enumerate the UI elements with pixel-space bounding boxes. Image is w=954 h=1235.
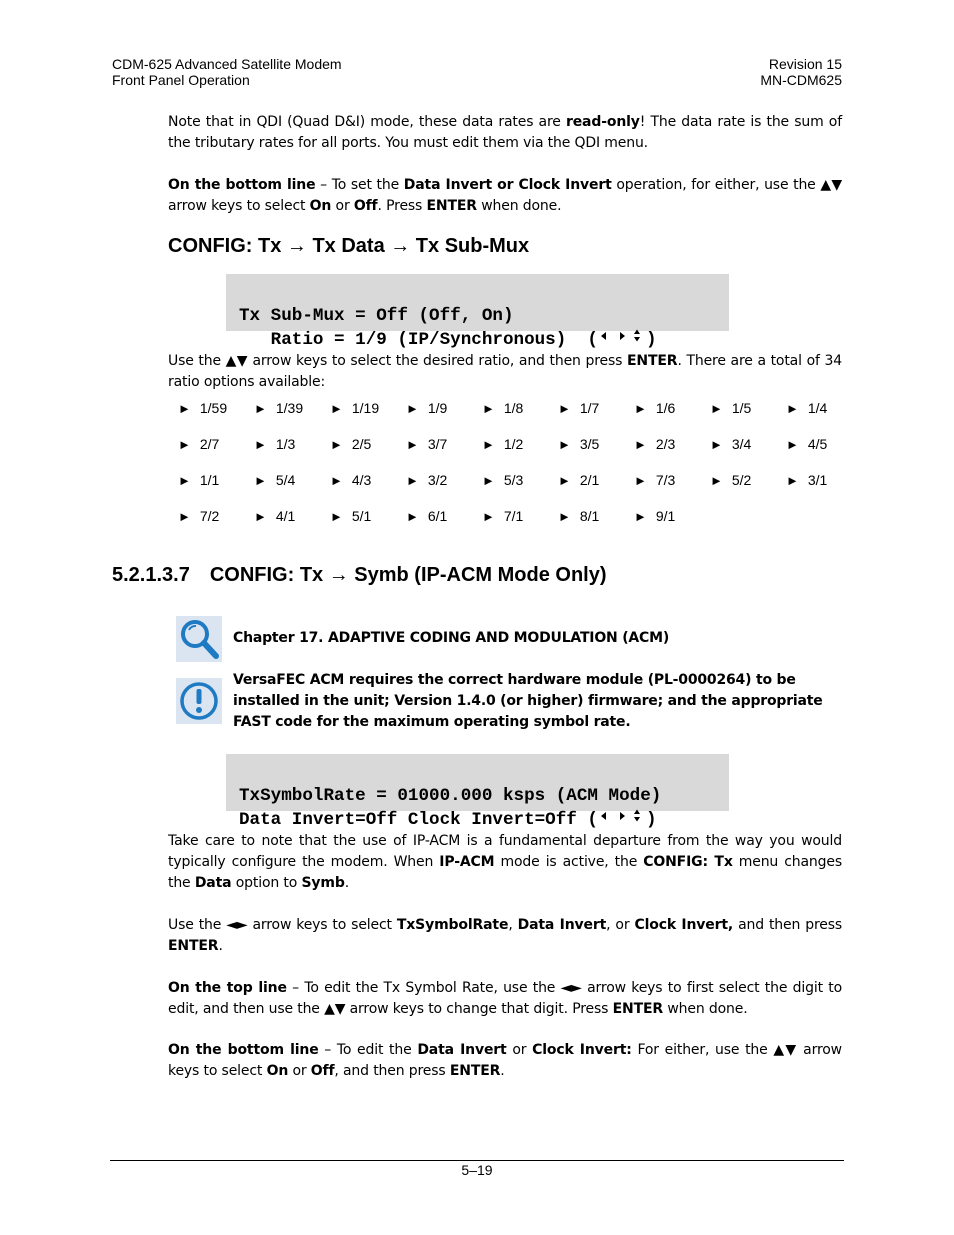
bullet-triangle-icon: ► [254, 473, 267, 488]
bullet-triangle-icon: ► [634, 437, 647, 452]
ratio-value: 1/9 [427, 400, 448, 416]
ratio-option [254, 436, 295, 452]
header-doc-number: MN-CDM625 [760, 72, 842, 88]
exclamation-circle-icon [176, 678, 222, 724]
ratio-value: 1/39 [275, 400, 304, 416]
ratio-option [482, 436, 523, 452]
paragraph-qdi: Note that in QDI (Quad D&I) mode, these data rates are read-only! The data rate is the sum of the tributary rates for all ports. You must edit them via the QDI menu. [168, 114, 842, 151]
page-number: 5–19 [461, 1162, 493, 1178]
paragraph-bottom-line-edit: On the bottom line – To edit the Data Invert or Clock Invert: For either, use the ▲▼ arrow keys to select On or Off, and then press ENTER. [168, 1042, 842, 1079]
ratio-option [786, 400, 827, 416]
ratio-option [406, 400, 447, 416]
ratio-value: 1/5 [731, 400, 752, 416]
paragraph-bottom-line-invert: On the bottom line – To set the Data Invert or Clock Invert operation, for either, use the ▲▼ arrow keys to select On or Off. Press ENTER when done. [168, 177, 842, 214]
section-number: 5.2.1.3.7 [112, 564, 190, 586]
ratio-option [178, 472, 219, 488]
ratio-value: 3/7 [427, 436, 448, 452]
ratio-option [406, 508, 447, 524]
bullet-triangle-icon: ► [558, 509, 571, 524]
ratio-value: 2/7 [199, 436, 220, 452]
ratio-value: 8/1 [579, 508, 600, 524]
ratio-option [710, 436, 751, 452]
header-doc-title: CDM-625 Advanced Satellite Modem [112, 56, 342, 72]
ratio-value: 5/4 [275, 472, 296, 488]
lcd-display-sub-mux [226, 274, 729, 350]
arrow-keys-icon [598, 808, 646, 826]
ratio-option [482, 508, 523, 524]
ratio-value: 6/1 [427, 508, 448, 524]
ratio-value: 1/7 [579, 400, 600, 416]
ratio-value: 1/19 [351, 400, 380, 416]
ratio-value: 3/1 [807, 472, 828, 488]
ratio-value: 5/1 [351, 508, 372, 524]
lcd-line-1: TxSymbolRate = 01000.000 ksps (ACM Mode) [239, 786, 662, 806]
ratio-option [406, 472, 447, 488]
ratio-value: 3/5 [579, 436, 600, 452]
lcd-line-2: Ratio = 1/9 (IP/Synchronous) ( ) [239, 330, 657, 350]
header-right [760, 56, 842, 88]
bullet-triangle-icon: ► [482, 509, 495, 524]
footer-rule [110, 1160, 844, 1161]
header-revision: Revision 15 [768, 56, 842, 72]
lcd-display-symbol-rate [226, 754, 729, 830]
bullet-triangle-icon: ► [406, 509, 419, 524]
ratio-value: 2/5 [351, 436, 372, 452]
lcd-line-1: Tx Sub-Mux = Off (Off, On) [239, 306, 514, 326]
ratio-value: 4/1 [275, 508, 296, 524]
ratio-option [710, 472, 751, 488]
bullet-triangle-icon: ► [634, 509, 647, 524]
bullet-triangle-icon: ► [634, 473, 647, 488]
reference-note-text: Chapter 17. ADAPTIVE CODING AND MODULATION (ACM) [233, 630, 670, 646]
ratio-option [558, 472, 599, 488]
ratio-option [558, 400, 599, 416]
ratio-option [330, 508, 371, 524]
ratio-option [330, 436, 371, 452]
bullet-triangle-icon: ► [786, 473, 799, 488]
section-heading [112, 564, 607, 587]
bullet-triangle-icon: ► [558, 437, 571, 452]
ratio-option [786, 436, 827, 452]
bullet-triangle-icon: ► [786, 401, 799, 416]
bullet-triangle-icon: ► [178, 473, 191, 488]
ratio-value: 3/4 [731, 436, 752, 452]
ratio-value: 5/3 [503, 472, 524, 488]
bullet-triangle-icon: ► [482, 437, 495, 452]
ratio-value: 1/59 [199, 400, 228, 416]
ratio-option [786, 472, 827, 488]
ratio-value: 4/3 [351, 472, 372, 488]
ratio-option [254, 472, 295, 488]
ratio-option [558, 436, 599, 452]
bullet-triangle-icon: ► [178, 437, 191, 452]
ratio-option [254, 508, 295, 524]
ratio-value: 1/3 [275, 436, 296, 452]
lcd-line-2: Data Invert=Off Clock Invert=Off ( ) [239, 810, 657, 830]
bullet-triangle-icon: ► [254, 437, 267, 452]
bullet-triangle-icon: ► [558, 473, 571, 488]
ratio-option [178, 508, 219, 524]
bullet-triangle-icon: ► [786, 437, 799, 452]
ratio-value: 1/6 [655, 400, 676, 416]
bullet-triangle-icon: ► [406, 473, 419, 488]
ratio-option [558, 508, 599, 524]
warning-note-text: VersaFEC ACM requires the correct hardware module (PL-0000264) to be installed in the unit; Version 1.4.0 (or higher) firmware; and the appropriate FAST code for the maximum operating symbol rate. [233, 672, 823, 730]
heading-tx-sub-mux: CONFIG: Tx → Tx Data → Tx Sub-Mux [168, 235, 530, 257]
bullet-triangle-icon: ► [254, 401, 267, 416]
ratio-option [634, 436, 675, 452]
bullet-triangle-icon: ► [710, 401, 723, 416]
ratio-option [482, 472, 523, 488]
magnifier-icon [176, 616, 222, 662]
warning-icon-box [176, 678, 222, 724]
ratio-value: 7/2 [199, 508, 220, 524]
reference-icon-box [176, 616, 222, 662]
ratio-value: 1/2 [503, 436, 524, 452]
ratio-value: 3/2 [427, 472, 448, 488]
ratio-value: 4/5 [807, 436, 828, 452]
bullet-triangle-icon: ► [406, 401, 419, 416]
header-left [112, 56, 342, 88]
bullet-triangle-icon: ► [178, 401, 191, 416]
ratio-value: 7/1 [503, 508, 524, 524]
ratio-value: 1/8 [503, 400, 524, 416]
ratio-option [330, 472, 371, 488]
ratio-option [330, 400, 379, 416]
header-section: Front Panel Operation [112, 72, 250, 88]
ratio-value: 9/1 [655, 508, 676, 524]
ratio-value: 2/3 [655, 436, 676, 452]
ratio-value: 2/1 [579, 472, 600, 488]
bullet-triangle-icon: ► [254, 509, 267, 524]
bullet-triangle-icon: ► [482, 401, 495, 416]
ratio-option [710, 400, 751, 416]
bullet-triangle-icon: ► [406, 437, 419, 452]
section-title: CONFIG: Tx → Symb (IP-ACM Mode Only) [209, 564, 607, 586]
ratio-option [634, 472, 675, 488]
ratio-option [254, 400, 303, 416]
paragraph-select-field: Use the ◄► arrow keys to select TxSymbolRate, Data Invert, or Clock Invert, and then press ENTER. [168, 917, 842, 954]
ratio-option [178, 400, 227, 416]
paragraph-ip-acm: Take care to note that the use of IP-ACM is a fundamental departure from the way you would typically configure the modem. When IP-ACM mode is active, the CONFIG: Tx menu changes the Data option to Symb. [168, 833, 842, 891]
paragraph-top-line: On the top line – To edit the Tx Symbol Rate, use the ◄► arrow keys to first select the digit to edit, and then use the ▲▼ arrow keys to change that digit. Press ENTER when done. [168, 980, 842, 1017]
arrow-keys-icon [598, 328, 646, 346]
ratio-option [482, 400, 523, 416]
bullet-triangle-icon: ► [558, 401, 571, 416]
bullet-triangle-icon: ► [710, 473, 723, 488]
ratio-option [634, 400, 675, 416]
ratio-value: 1/1 [199, 472, 220, 488]
paragraph-ratio: Use the ▲▼ arrow keys to select the desired ratio, and then press ENTER. There are a total of 34 ratio options available: [168, 353, 843, 390]
ratio-value: 1/4 [807, 400, 828, 416]
ratio-value: 5/2 [731, 472, 752, 488]
ratio-value: 7/3 [655, 472, 676, 488]
bullet-triangle-icon: ► [330, 473, 343, 488]
bullet-triangle-icon: ► [178, 509, 191, 524]
bullet-triangle-icon: ► [330, 509, 343, 524]
ratio-option [178, 436, 219, 452]
bullet-triangle-icon: ► [710, 437, 723, 452]
bullet-triangle-icon: ► [482, 473, 495, 488]
bullet-triangle-icon: ► [330, 401, 343, 416]
ratio-option [634, 508, 675, 524]
bullet-triangle-icon: ► [330, 437, 343, 452]
ratio-option [406, 436, 447, 452]
bullet-triangle-icon: ► [634, 401, 647, 416]
